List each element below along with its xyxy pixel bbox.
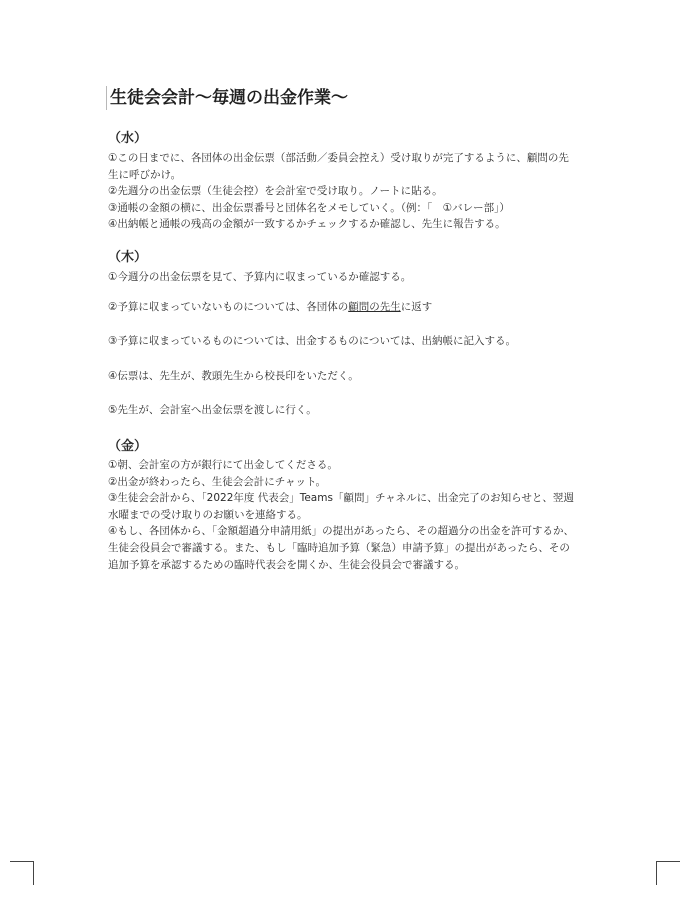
list-item: ①朝、会計室の方が銀行にて出金してくださる。 (108, 459, 338, 471)
list-item: ②先週分の出金伝票（生徒会控）を会計室で受け取り。ノートに貼る。 (108, 185, 443, 198)
list-item: ③通帳の金額の横に、出金伝票番号と団体名をメモしていく。（例：「 ①バレー部」） (108, 201, 510, 214)
marked-text: 顧問の先生 (348, 300, 401, 313)
list-item-text: ②予算に収まっていないものについては、各団体の (108, 300, 349, 313)
list-item: ①この日までに、各団体の出金伝票（部活動／委員会控え）受け取りが完了するように、顧問の先生に呼びかけ。 (108, 152, 569, 181)
list-item: ④もし、各団体から、「金額超過分申請用紙」の提出があったら、その超過分の出金を許可するか、生徒会役員会で審議する。また、もし「臨時追加予算（緊急）申請予算」の提出があったら、その追加予算を承認するための臨時代表会を開くか、生徒会役員会で審議する。 (108, 525, 575, 571)
crop-mark-bottom-left (10, 861, 34, 885)
section-wednesday (108, 131, 578, 233)
list-item: ①今週分の出金伝票を見て、予算内に収まっているか確認する。 (108, 271, 412, 283)
list-item-text: に返す (400, 300, 433, 313)
list-item: ④出納帳と通帳の残高の金額が一致するかチェックするか確認し、先生に報告する。 (108, 218, 506, 231)
crop-mark-bottom-right (656, 861, 680, 885)
list-item: ④伝票は、先生が、教頭先生から校長印をいただく。 (108, 369, 359, 382)
section-thursday (108, 250, 578, 419)
list-item: ②出金が終わったら、生徒会会計にチャット。 (108, 475, 327, 488)
list-item: ⑤先生が、会計室へ出金伝票を渡しに行く。 (108, 404, 317, 417)
day-heading-friday: （金） (108, 439, 148, 454)
document-title: 生徒会会計〜毎週の出金作業〜 (106, 86, 348, 110)
day-heading-wednesday: （水） (108, 131, 148, 146)
list-item: ③予算に収まっているものについては、出金するものについては、出納帳に記入する。 (108, 335, 516, 348)
list-item (108, 299, 578, 316)
section-friday (108, 439, 578, 573)
list-item: ③生徒会会計から、「2022年度 代表会」Teams「顧問」チャネルに、出金完了のお知らせと、翌週水曜までの受け取りのお願いを連絡する。 (108, 492, 574, 521)
day-heading-thursday: （木） (108, 250, 148, 265)
